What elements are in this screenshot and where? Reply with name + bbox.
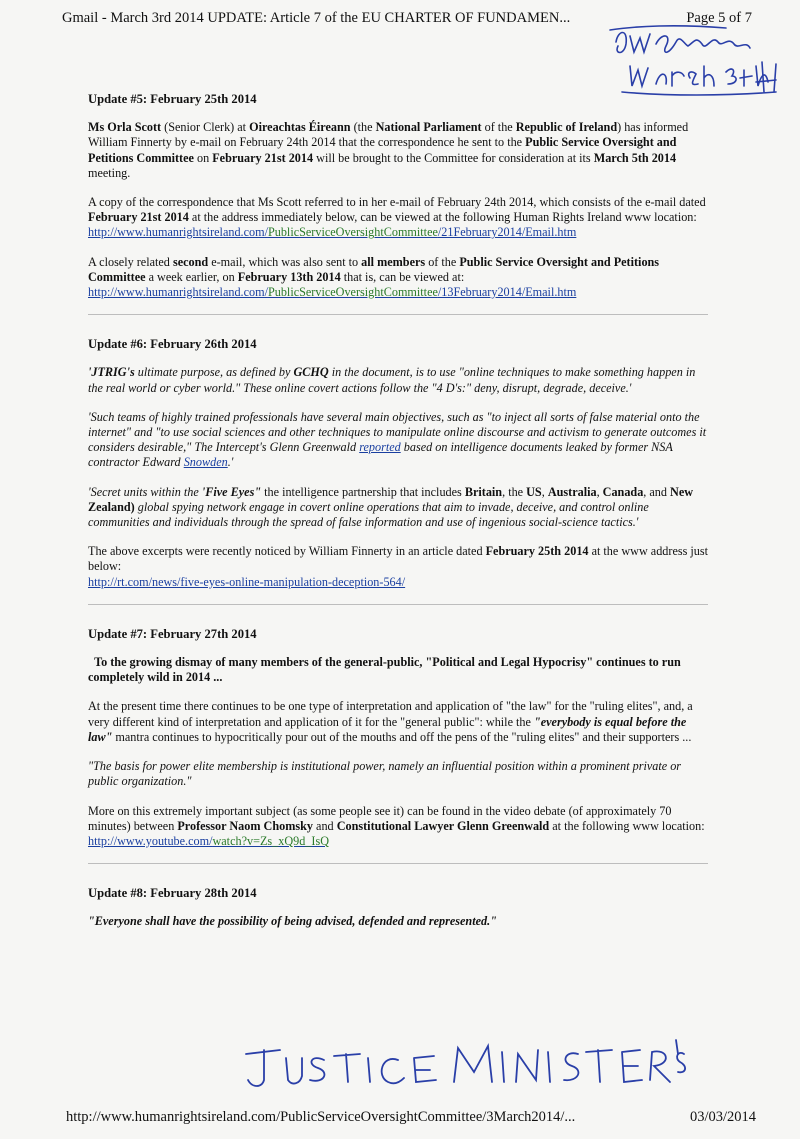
update-5-paragraph-3: A closely related second e-mail, which was also sent to all members of the Public Service Oversight and Petitions Committee a week earlier, on February 13th 2014 that is, can be viewed at: http://www.humanrightsireland.com/PublicServiceOversightCommittee/13February2014/Email.htm [88, 254, 660, 300]
handwritten-signature [606, 22, 784, 102]
divider [88, 604, 708, 605]
update-7 [88, 627, 708, 849]
update-7-quote: "The basis for power elite membership is institutional power, namely an influential position within a prominent private or public organization." [88, 759, 682, 789]
update-8 [88, 886, 708, 929]
update-6 [88, 337, 708, 590]
footer-url: http://www.humanrightsireland.com/PublicServiceOversightCommittee/3March2014/... [66, 1109, 576, 1125]
update-7-title: Update #7: February 27th 2014 [88, 626, 257, 641]
update-5-paragraph-2: A copy of the correspondence that Ms Scott referred to in her e-mail of February 24th 2014, which consists of the e-mail dated February 21st 2014 at the address immediately below, can be viewed at the following Human Rights Ireland www location: http://www.humanrightsireland.com/PublicServiceOversightCommittee/21February2014/Email.htm [88, 195, 706, 240]
update-5 [88, 92, 708, 300]
update-7-lead: To the growing dismay of many members of the general-public, "Political and Legal Hypocrisy" continues to run completely wild in 2014 ... [88, 655, 684, 685]
update-6-paragraph: The above excerpts were recently noticed by William Finnerty in an article dated February 25th 2014 at the www address just below: http://rt.com/news/five-eyes-online-manipulation-deception-564/ [88, 544, 708, 589]
update-6-quote-3: 'Secret units within the 'Five Eyes" the intelligence partnership that includes Britain, the US, Australia, Canada, and New Zealand) global spying network engage in covert online operations that aim to invade, deceive, and control online communities and individuals through the spread of false information and use of ingenious social-science tactics.' [88, 484, 694, 530]
header-title: Gmail - March 3rd 2014 UPDATE: Article 7 of the EU CHARTER OF FUNDAMEN... [62, 10, 571, 26]
update-6-quote-1: 'JTRIG's ultimate purpose, as defined by GCHQ in the document, is to use "online techniques to make something happen in the real world or cyber world." These online covert actions follow the "4 D's:" deny, disrupt, degrade, deceive.' [88, 365, 696, 395]
handwritten-note [240, 1032, 700, 1102]
footer-date: 03/03/2014 [689, 1109, 756, 1125]
link-rt-article[interactable]: http://rt.com/news/five-eyes-online-manipulation-deception-564/ [88, 574, 406, 589]
link-youtube-debate[interactable]: http://www.youtube.com/watch?v=Zs_xQ9d_IsQ [88, 833, 330, 848]
divider [88, 863, 708, 864]
update-6-quote-2: 'Such teams of highly trained professionals have several main objectives, such as "to inject all sorts of false material onto the internet" and "to use social sciences and other techniques to manipulate online discourse and activism to generate outcomes it considers desirable," The Intercept's Glenn Greenwald reported based on intelligence documents leaked by former NSA contractor Edward Snowden.' [88, 409, 707, 470]
update-7-paragraph-1: At the present time there continues to be one type of interpretation and application of "the law" for the "ruling elites", and, a very different kind of interpretation and application of it for the "general public": while the "everybody is equal before the law" mantra continues to hypocritically pour out of the mouths and off the pens of the "ruling elites" and their supporters ... [88, 699, 693, 744]
update-8-title: Update #8: February 28th 2014 [88, 886, 257, 901]
update-7-paragraph-2: More on this extremely important subject (as some people see it) can be found in the video debate (of approximately 70 minutes) between Professor Naom Chomsky and Constitutional Lawyer Glenn Greenwald at the following www location: http://www.youtube.com/watch?v=Zs_xQ9d_IsQ [88, 803, 705, 848]
divider [88, 314, 708, 315]
link-snowden[interactable]: Snowden [183, 455, 228, 470]
link-reported[interactable]: reported [359, 440, 401, 455]
update-8-quote: "Everyone shall have the possibility of being advised, defended and represented." [88, 914, 497, 929]
page-footer [66, 1109, 756, 1126]
document-body [88, 92, 708, 944]
link-21february2014-email[interactable]: http://www.humanrightsireland.com/PublicServiceOversightCommittee/21February2014/Email.htm [88, 225, 577, 240]
link-13february2014-email[interactable]: http://www.humanrightsireland.com/PublicServiceOversightCommittee/13February2014/Email.htm [88, 285, 577, 300]
update-5-title: Update #5: February 25th 2014 [88, 92, 257, 106]
page-number: Page 5 of 7 [686, 10, 752, 26]
update-6-title: Update #6: February 26th 2014 [88, 337, 257, 352]
update-5-paragraph-1: Ms Orla Scott (Senior Clerk) at Oireachtas Éireann (the National Parliament of the Republic of Ireland) has informed William Finnerty by e-mail on February 24th 2014 that the correspondence he sent to the Public Service Oversight and Petitions Committee on February 21st 2014 will be brought to the Committee for consideration at its March 5th 2014 meeting. [88, 120, 689, 180]
